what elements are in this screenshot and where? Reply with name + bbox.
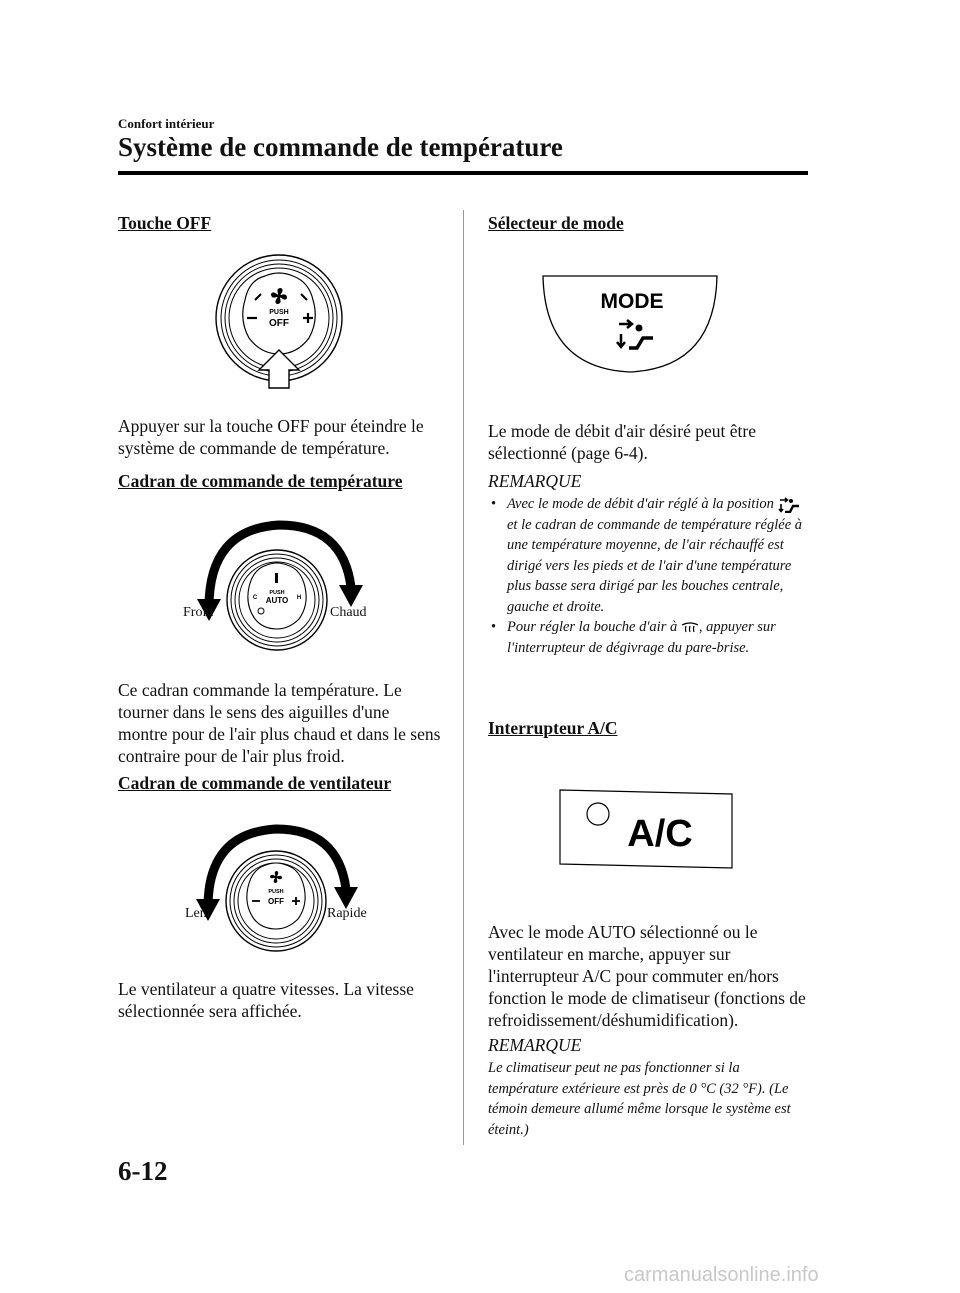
- page-number: 6-12: [118, 1156, 168, 1186]
- temp-hot-label: Chaud: [330, 605, 367, 620]
- temp-dial-heading: Cadran de commande de température: [118, 471, 403, 491]
- off-button-heading: Touche OFF: [118, 213, 212, 233]
- ac-switch-description: Avec le mode AUTO sélectionné ou le ventilateur en marche, appuyer sur l'interrupteur A/C pour commuter en/hors fonction le mode de climatiseur (fonctions de refroidissement/déshumidification).: [488, 922, 806, 1030]
- watermark: carmanualsonline.info: [624, 1264, 819, 1286]
- fan-dial-description: Le ventilateur a quatre vitesses. La vitesse sélectionnée sera affichée.: [118, 979, 414, 1021]
- ac-switch-illustration: [558, 788, 738, 873]
- fan-push-text: PUSH: [268, 889, 284, 895]
- fan-slow-label: Lent: [185, 906, 211, 921]
- mode-selector-description: Le mode de débit d'air désiré peut être sélectionné (page 6-4).: [488, 421, 756, 463]
- note2-heading: REMARQUE: [488, 1035, 582, 1055]
- page-title: Système de commande de température: [118, 132, 563, 162]
- temp-auto-text: AUTO: [265, 596, 289, 605]
- mode-label: MODE: [600, 290, 664, 313]
- mode-selector-heading: Sélecteur de mode: [488, 213, 624, 233]
- note2-text: Le climatiseur peut ne pas fonctionner si la température extérieure est près de 0 °C (32 °F). (Le témoin demeure allumé même lorsque le système est éteint.): [488, 1060, 791, 1138]
- press-arrow-icon: [259, 350, 299, 388]
- temperature-icon: [275, 573, 278, 583]
- fan-off-text: OFF: [268, 897, 284, 906]
- fan-fast-label: Rapide: [327, 906, 367, 921]
- note1-bullet-2-pre: Pour régler la bouche d'air à: [507, 619, 678, 635]
- floor-vent-mode-icon: [778, 497, 800, 513]
- temp-c-text: C: [252, 595, 258, 601]
- note1-bullet-1: [490, 494, 808, 617]
- note1-bullet-2-post: , appuyer sur l'interrupteur de dégivrage du pare-brise.: [507, 619, 776, 656]
- temp-dial-illustration: [175, 515, 385, 655]
- ac-switch-heading: Interrupteur A/C: [488, 718, 618, 738]
- note1-bullet-1-post: et le cadran de commande de température réglée à une température moyenne, de l'air réchauffé est dirigé vers les pieds et de l'air d'une température plus basse sera dirigé par les bouches centrale, gauche et droite.: [507, 516, 803, 615]
- ac-label: A/C: [627, 813, 693, 855]
- note1-bullet-1-pre: Avec le mode de débit d'air réglé à la position: [507, 496, 774, 512]
- column-divider: [463, 210, 464, 1145]
- mode-selector-illustration: [535, 268, 725, 378]
- note1-heading: REMARQUE: [488, 471, 582, 491]
- temp-dial-description: Ce cadran commande la température. Le tourner dans le sens des aiguilles d'une montre pour de l'air plus chaud et dans le sens contraire pour de l'air plus froid.: [118, 680, 441, 766]
- off-label-text: OFF: [269, 318, 289, 329]
- cw-arrow-icon: [339, 585, 363, 607]
- temp-h-text: H: [296, 595, 302, 601]
- temp-push-text: PUSH: [269, 590, 285, 596]
- off-button-illustration: [205, 250, 355, 390]
- fan-dial-illustration: [180, 815, 380, 955]
- temp-cold-label: Froid: [183, 605, 214, 620]
- windshield-defrost-icon: [681, 621, 699, 635]
- off-button-description: Appuyer sur la touche OFF pour éteindre le système de commande de température.: [118, 416, 424, 458]
- title-rule: [118, 171, 808, 175]
- section-label: Confort intérieur: [118, 116, 215, 131]
- note1-list: [490, 494, 808, 658]
- fan-dial-heading: Cadran de commande de ventilateur: [118, 773, 392, 793]
- note1-bullet-2: [490, 617, 808, 658]
- off-push-text: PUSH: [269, 309, 289, 316]
